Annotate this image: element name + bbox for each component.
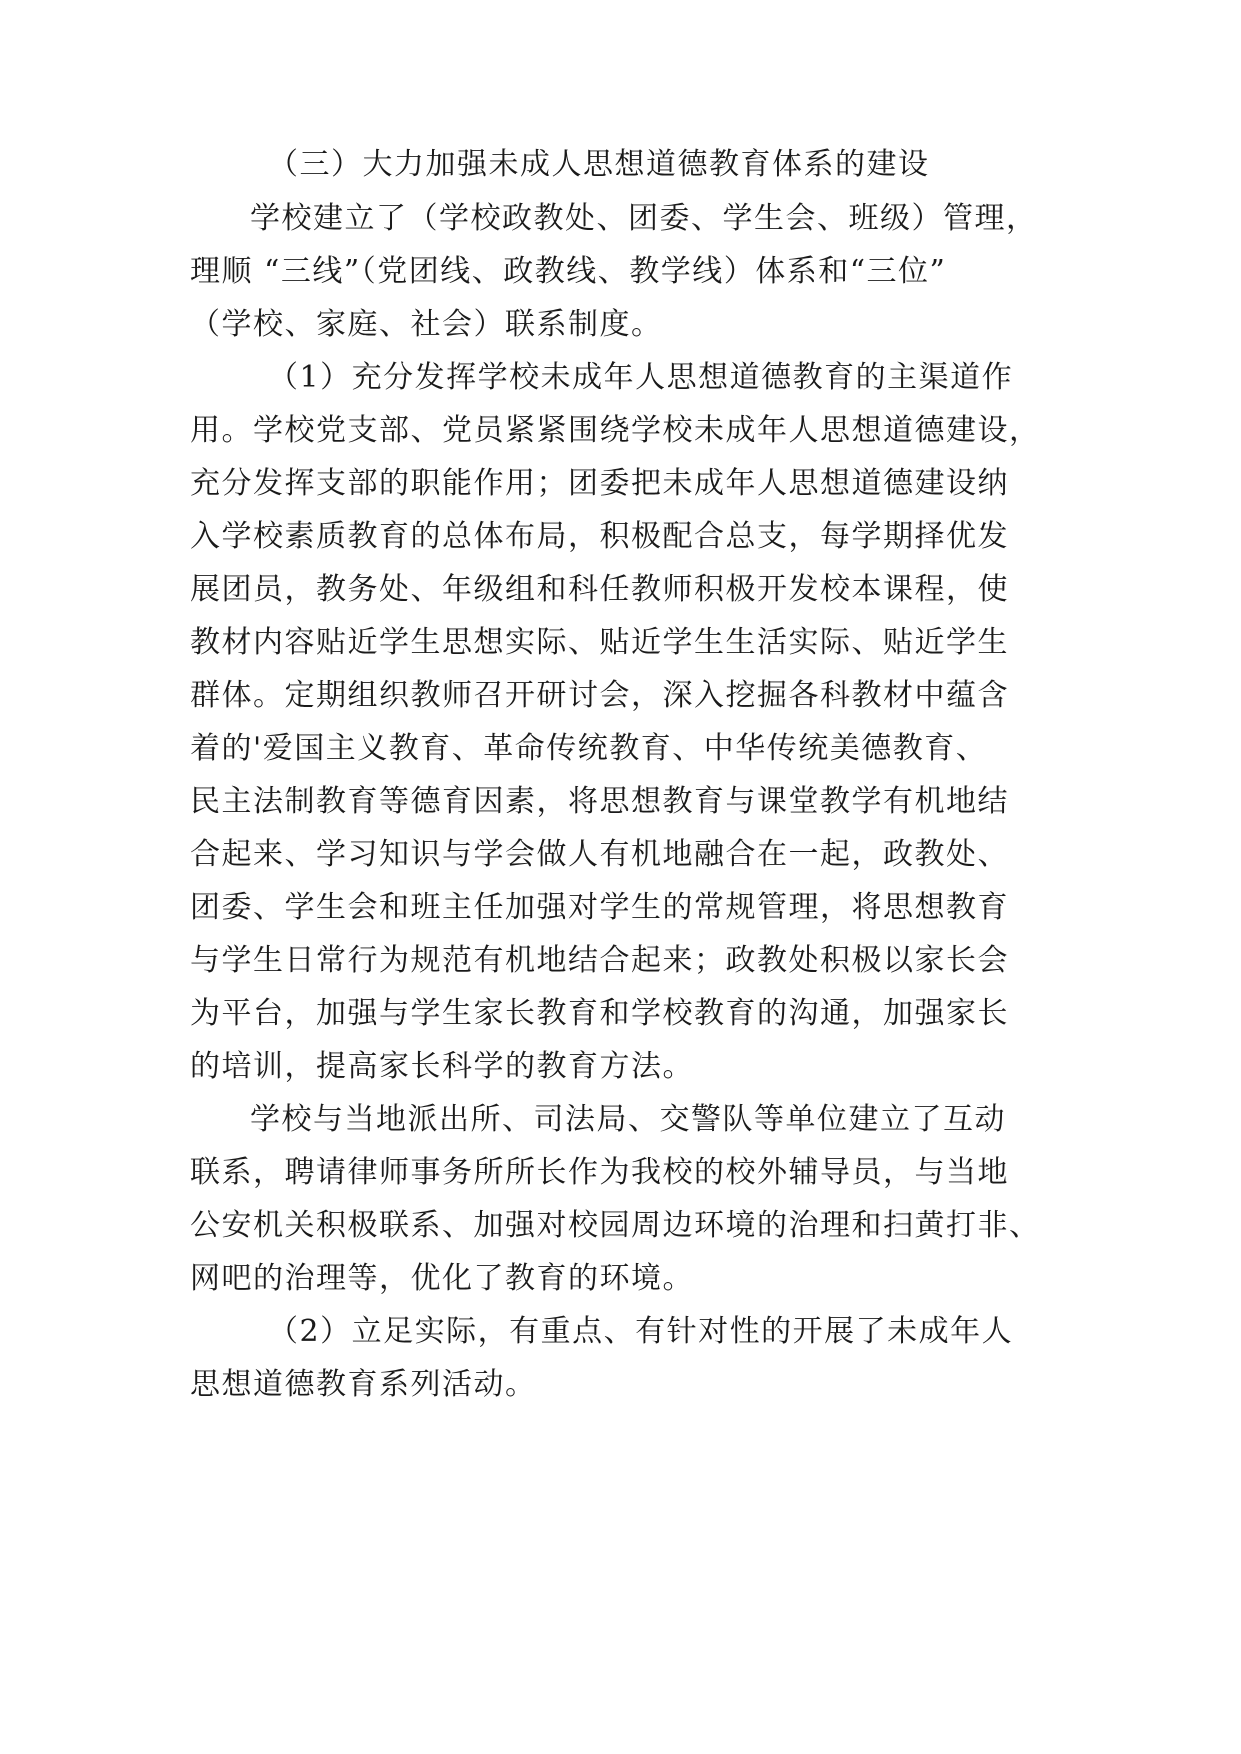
text-line: 团委、学生会和班主任加强对学生的常规管理，将思想教育 xyxy=(190,890,1009,925)
text-line: 联系，聘请律师事务所所长作为我校的校外辅导员，与当地 xyxy=(190,1155,1009,1190)
text-line: 学校与当地派出所、司法局、交警队等单位建立了互动 xyxy=(250,1102,1006,1137)
text-line: （1）充分发挥学校未成年人思想道德教育的主渠道作 xyxy=(268,360,1014,395)
text-line: 展团员，教务处、年级组和科任教师积极开发校本课程，使 xyxy=(190,572,1009,607)
text-line: （2）立足实际，有重点、有针对性的开展了未成年人 xyxy=(268,1314,1014,1349)
text-line: （学校、家庭、社会）联系制度。 xyxy=(190,307,663,342)
text-line: 充分发挥支部的职能作用；团委把未成年人思想道德建设纳 xyxy=(190,466,1009,501)
text-line: 与学生日常行为规范有机地结合起来；政教处积极以家长会 xyxy=(190,943,1009,978)
text-line: 的培训，提高家长科学的教育方法。 xyxy=(190,1049,694,1084)
text-line: 理顺 “三线”（党团线、政教线、教学线）体系和“三位” xyxy=(190,254,947,289)
text-line: 用。学校党支部、党员紧紧围绕学校未成年人思想道德建设， xyxy=(190,413,1041,448)
text-line: 公安机关积极联系、加强对校园周边环境的治理和扫黄打非、 xyxy=(190,1208,1041,1243)
text-line: 为平台，加强与学生家长教育和学校教育的沟通，加强家长 xyxy=(190,996,1009,1031)
text-line: 思想道德教育系列活动。 xyxy=(190,1367,537,1402)
text-line: 合起来、学习知识与学会做人有机地融合在一起，政教处、 xyxy=(190,837,1009,872)
text-line: 民主法制教育等德育因素，将思想教育与课堂教学有机地结 xyxy=(190,784,1009,819)
text-line: 学校建立了（学校政教处、团委、学生会、班级）管理， xyxy=(250,201,1038,236)
text-line: 群体。定期组织教师召开研讨会，深入挖掘各科教材中蕴含 xyxy=(190,678,1009,713)
section-heading: （三）大力加强未成人思想道德教育体系的建设 xyxy=(268,147,930,182)
text-line: 着的'爱国主义教育、革命传统教育、中华传统美德教育、 xyxy=(190,731,988,766)
text-line: 入学校素质教育的总体布局，积极配合总支，每学期择优发 xyxy=(190,519,1009,554)
text-line: 教材内容贴近学生思想实际、贴近学生生活实际、贴近学生 xyxy=(190,625,1009,660)
text-line: 网吧的治理等，优化了教育的环境。 xyxy=(190,1261,694,1296)
